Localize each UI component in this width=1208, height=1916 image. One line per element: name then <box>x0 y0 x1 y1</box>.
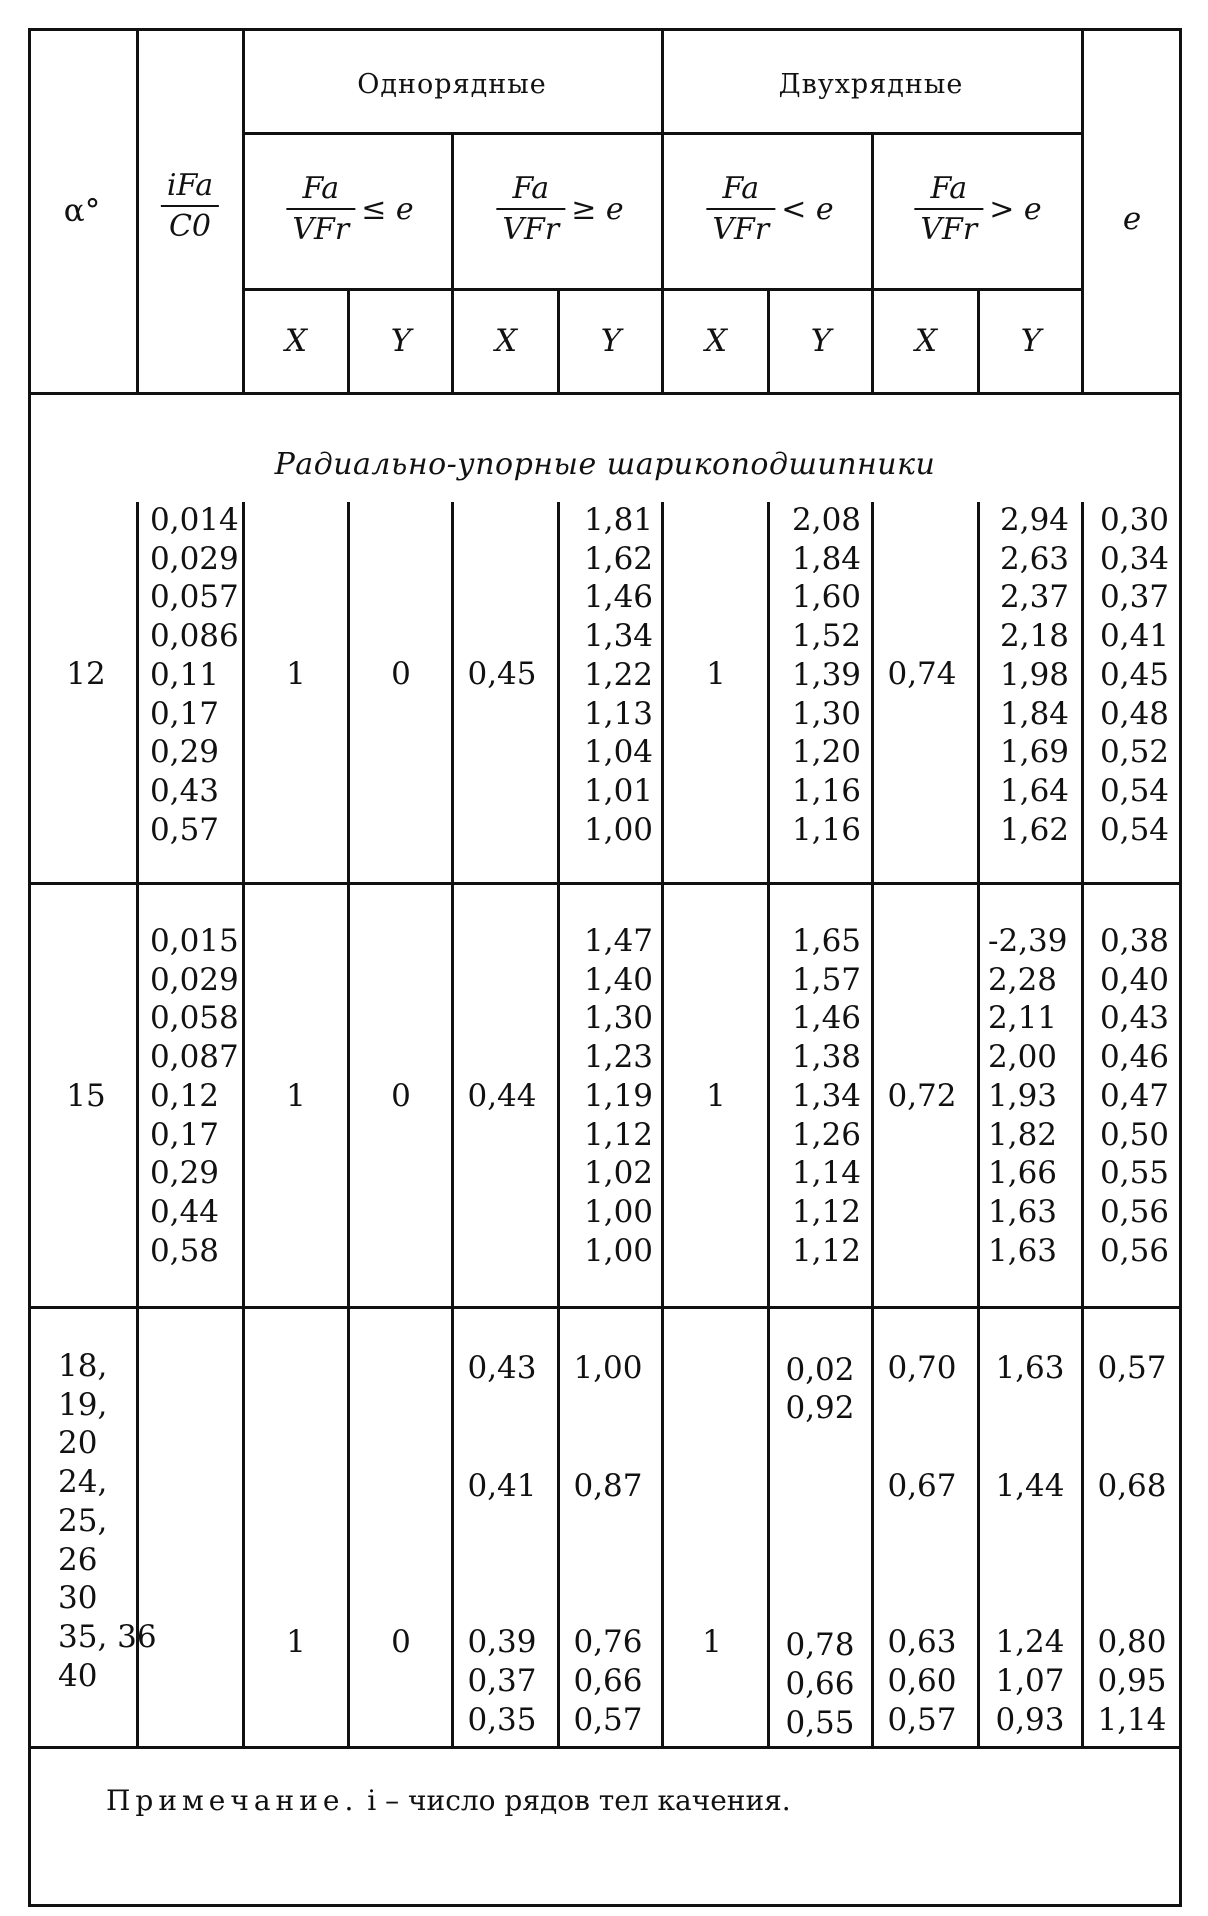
g15-x3: 1 <box>706 1078 726 1114</box>
g12-x2: 0,45 <box>467 656 537 692</box>
cell-value: 1,69 <box>1000 734 1070 771</box>
cell-value: 1,23 <box>584 1039 654 1076</box>
rule-v-sub2 <box>871 132 874 392</box>
cell-value: 18, <box>58 1348 108 1384</box>
g15-alpha: 15 <box>66 1078 106 1114</box>
cell-value: 1,62 <box>1000 811 1070 848</box>
cell-value: 0,56 <box>1100 1232 1170 1269</box>
rule-v-alpha <box>136 28 139 392</box>
grest-r2-x4: 0,67 <box>887 1468 957 1504</box>
header-x-3: X <box>704 323 728 359</box>
cell-value: 1,93 <box>988 1077 1058 1114</box>
cell-value: 1,47 <box>584 923 654 959</box>
grest-r5-y3: 0,55 <box>785 1705 855 1741</box>
cond3-den: VFr <box>712 212 770 247</box>
cell-value: 24, <box>58 1464 108 1501</box>
rule-v-xy2 <box>557 288 560 392</box>
grest-r2-y2: 0,87 <box>573 1468 643 1504</box>
cond2-bar <box>496 208 565 210</box>
g12-x1: 1 <box>286 656 306 692</box>
cell-value: 0,54 <box>1100 772 1170 809</box>
cell-value: 2,08 <box>792 502 862 538</box>
cell-value: 0,55 <box>1100 1155 1170 1192</box>
grest-r3-y3: 0,78 <box>785 1627 855 1663</box>
grest-r5-e: 1,14 <box>1097 1702 1167 1738</box>
cell-value: 0,41 <box>1100 618 1170 655</box>
cell-value: 0,029 <box>150 961 239 998</box>
cell-value: 2,37 <box>1000 579 1070 616</box>
cell-value: 0,47 <box>1100 1077 1170 1114</box>
g12-ifa-col <box>150 501 239 849</box>
rule-v-xy3 <box>767 288 770 392</box>
rule-body-v9 <box>977 502 980 1746</box>
rule-group-12-15 <box>28 882 1182 885</box>
grest-r3-e: 0,80 <box>1097 1624 1167 1660</box>
cond4-den: VFr <box>920 212 978 247</box>
cell-value: 19, <box>58 1386 108 1423</box>
cell-value: 0,48 <box>1100 695 1170 732</box>
g15-y2-col <box>584 922 653 1270</box>
rule-body-v10 <box>1081 502 1084 1746</box>
cell-value: 1,65 <box>792 923 862 959</box>
cell-value: 1,39 <box>792 656 862 693</box>
cell-value: 2,11 <box>988 1000 1058 1037</box>
rule-v-groups <box>661 28 664 392</box>
rule-header-bottom <box>28 392 1182 395</box>
grest-alpha-col <box>58 1347 157 1695</box>
grest-r1-y4: 1,63 <box>995 1350 1065 1386</box>
cell-value: 0,17 <box>150 695 220 732</box>
header-ifa-fraction <box>161 168 219 244</box>
cell-value: 0,12 <box>150 1077 220 1114</box>
rule-body-v5 <box>557 502 560 1746</box>
cell-value: 26 <box>58 1541 98 1578</box>
cell-value: 0,40 <box>1100 961 1170 998</box>
header-ifa-den: C0 <box>168 209 212 244</box>
grest-r4-y4: 1,07 <box>995 1663 1065 1699</box>
header-cond-3 <box>706 171 833 247</box>
cell-value: 0,058 <box>150 1000 239 1037</box>
cell-value: 1,30 <box>584 1000 654 1037</box>
cell-value: 0,43 <box>150 772 220 809</box>
cond4-num: Fa <box>930 171 968 206</box>
cell-value: 0,029 <box>150 540 239 577</box>
rule-body-v7 <box>767 502 770 1746</box>
cell-value: 1,30 <box>792 695 862 732</box>
grest-r2-y4: 1,44 <box>995 1468 1065 1504</box>
cell-value: 0,54 <box>1100 811 1170 848</box>
g12-e-col <box>1100 501 1169 849</box>
header-single-row: Однорядные <box>357 69 547 100</box>
cell-value: 0,30 <box>1100 502 1170 538</box>
grest-r2-e: 0,68 <box>1097 1468 1167 1504</box>
cell-value: 1,12 <box>792 1232 862 1269</box>
grest-r1-x2: 0,43 <box>467 1350 537 1386</box>
cell-value: 1,38 <box>792 1039 862 1076</box>
cell-value: 0,45 <box>1100 656 1170 693</box>
cell-value: 0,43 <box>1100 1000 1170 1037</box>
cell-value: 35, 36 <box>58 1618 157 1655</box>
cell-value: 1,22 <box>584 656 654 693</box>
cell-value: 0,015 <box>150 923 239 959</box>
grest-r4-x2: 0,37 <box>467 1663 537 1699</box>
cell-value: 25, <box>58 1502 108 1539</box>
section-title: Радиально-упорные шарикоподшипники <box>274 447 936 482</box>
header-cond-1 <box>286 171 413 247</box>
grest-r4-x4: 0,60 <box>887 1663 957 1699</box>
note-label: Примечание. <box>106 1784 359 1817</box>
cell-value: 1,00 <box>584 811 654 848</box>
cell-value: 0,014 <box>150 502 239 538</box>
cell-value: 0,29 <box>150 734 220 771</box>
cell-value: 1,34 <box>584 618 654 655</box>
grest-r5-x4: 0,57 <box>887 1702 957 1738</box>
cond2-num: Fa <box>512 171 550 206</box>
header-x-1: X <box>284 323 308 359</box>
cell-value: 1,26 <box>792 1116 862 1153</box>
cell-value: -2,39 <box>988 923 1068 959</box>
grest-r3-x4: 0,63 <box>887 1624 957 1660</box>
cell-value: 2,18 <box>1000 618 1070 655</box>
rule-note-top <box>28 1746 1182 1749</box>
cell-value: 0,087 <box>150 1039 239 1076</box>
cell-value: 1,20 <box>792 734 862 771</box>
cell-value: 1,12 <box>584 1116 654 1153</box>
note <box>106 1782 791 1820</box>
cell-value: 0,29 <box>150 1155 220 1192</box>
cell-value: 1,81 <box>584 502 654 538</box>
cond1-bar <box>286 208 355 210</box>
rule-body-v3 <box>347 502 350 1746</box>
grest-r5-y4: 0,93 <box>995 1702 1065 1738</box>
g12-y4-col <box>1000 501 1069 849</box>
cell-value: 0,44 <box>150 1193 220 1230</box>
rule-v-ifa <box>242 28 245 392</box>
cell-value: 1,98 <box>1000 656 1070 693</box>
header-y-4: Y <box>1020 323 1042 359</box>
cell-value: 1,64 <box>1000 772 1070 809</box>
cell-value: 1,40 <box>584 961 654 998</box>
grest-y1: 0 <box>391 1624 411 1660</box>
rule-v-sub1 <box>451 132 454 392</box>
g15-y4-col <box>988 922 1068 1270</box>
cell-value: 0,50 <box>1100 1116 1170 1153</box>
cell-value: 2,63 <box>1000 540 1070 577</box>
cell-value: 1,00 <box>584 1232 654 1269</box>
grest-r4-y3: 0,66 <box>785 1666 855 1702</box>
cond4-bar <box>914 208 983 210</box>
grest-r3-y4: 1,24 <box>995 1624 1065 1660</box>
cell-value: 1,66 <box>988 1155 1058 1192</box>
cell-value: 0,17 <box>150 1116 220 1153</box>
grest-r3-x3: 1 <box>702 1624 722 1660</box>
cond1-rel: ≤ e <box>361 191 414 227</box>
grest-r1-y3b: 0,92 <box>785 1390 855 1426</box>
g15-e-col <box>1100 922 1169 1270</box>
g15-y3-col <box>792 922 861 1270</box>
header-ifa-num: iFa <box>166 168 214 203</box>
cell-value: 1,34 <box>792 1077 862 1114</box>
cond1-num: Fa <box>302 171 340 206</box>
rule-v-xy4 <box>977 288 980 392</box>
cell-value: 1,02 <box>584 1155 654 1192</box>
g12-x4: 0,74 <box>887 656 957 692</box>
cond2-den: VFr <box>502 212 560 247</box>
header-y-2: Y <box>600 323 622 359</box>
header-x-4: X <box>914 323 938 359</box>
grest-r1-x4: 0,70 <box>887 1350 957 1386</box>
g15-x2: 0,44 <box>467 1078 537 1114</box>
g12-alpha: 12 <box>66 656 106 692</box>
header-y-3: Y <box>810 323 832 359</box>
cell-value: 1,04 <box>584 734 654 771</box>
g15-ifa-col <box>150 922 239 1270</box>
rule-v-e <box>1081 28 1084 392</box>
g12-y1: 0 <box>391 656 411 692</box>
cell-value: 40 <box>58 1657 98 1694</box>
cell-value: 1,46 <box>584 579 654 616</box>
cell-value: 0,086 <box>150 618 239 655</box>
cell-value: 0,37 <box>1100 579 1170 616</box>
cell-value: 1,60 <box>792 579 862 616</box>
rule-v-xy1 <box>347 288 350 392</box>
cell-value: 1,84 <box>792 540 862 577</box>
cell-value: 0,56 <box>1100 1193 1170 1230</box>
cond4-rel: > e <box>989 191 1042 227</box>
header-y-1: Y <box>390 323 412 359</box>
cell-value: 0,057 <box>150 579 239 616</box>
cond3-bar <box>706 208 775 210</box>
grest-r1-y3a: 0,02 <box>785 1352 855 1388</box>
cell-value: 0,11 <box>150 656 220 693</box>
rule-group-15-rest <box>28 1306 1182 1309</box>
header-ifa-bar <box>161 205 219 207</box>
cell-value: 30 <box>58 1580 98 1617</box>
cell-value: 1,00 <box>584 1193 654 1230</box>
grest-r1-y2: 1,00 <box>573 1350 643 1386</box>
cell-value: 0,52 <box>1100 734 1170 771</box>
cell-value: 1,63 <box>988 1232 1058 1269</box>
cell-value: 1,13 <box>584 695 654 732</box>
note-text: i – число рядов тел качения. <box>367 1784 791 1817</box>
grest-r4-y2: 0,66 <box>573 1663 643 1699</box>
g12-y2-col <box>584 501 653 849</box>
rule-body-v4 <box>451 502 454 1746</box>
cell-value: 0,38 <box>1100 923 1170 959</box>
cond3-num: Fa <box>722 171 760 206</box>
cell-value: 0,58 <box>150 1232 220 1269</box>
rule-left <box>28 28 31 1907</box>
cell-value: 1,19 <box>584 1077 654 1114</box>
cell-value: 20 <box>58 1425 98 1462</box>
g15-x1: 1 <box>286 1078 306 1114</box>
cell-value: 2,00 <box>988 1039 1058 1076</box>
header-cond-4 <box>914 171 1041 247</box>
rule-top <box>28 28 1182 31</box>
cond2-rel: ≥ e <box>571 191 624 227</box>
cell-value: 1,46 <box>792 1000 862 1037</box>
cell-value: 1,82 <box>988 1116 1058 1153</box>
grest-r3-x2: 0,39 <box>467 1624 537 1660</box>
grest-r5-y2: 0,57 <box>573 1702 643 1738</box>
cell-value: 0,46 <box>1100 1039 1170 1076</box>
cell-value: 2,28 <box>988 961 1058 998</box>
grest-r2-x2: 0,41 <box>467 1468 537 1504</box>
rule-body-v6 <box>661 502 664 1746</box>
cell-value: 1,01 <box>584 772 654 809</box>
header-x-2: X <box>494 323 518 359</box>
cell-value: 1,62 <box>584 540 654 577</box>
g12-y3-col <box>792 501 861 849</box>
cell-value: 1,16 <box>792 811 862 848</box>
cell-value: 0,57 <box>150 811 220 848</box>
cell-value: 0,34 <box>1100 540 1170 577</box>
cell-value: 1,16 <box>792 772 862 809</box>
grest-r4-e: 0,95 <box>1097 1663 1167 1699</box>
grest-r3-y2: 0,76 <box>573 1624 643 1660</box>
cell-value: 2,94 <box>1000 502 1070 538</box>
header-cond-2 <box>496 171 623 247</box>
cell-value: 1,63 <box>988 1193 1058 1230</box>
grest-r5-x2: 0,35 <box>467 1702 537 1738</box>
header-e: e <box>1122 201 1142 237</box>
cell-value: 1,57 <box>792 961 862 998</box>
cell-value: 1,12 <box>792 1193 862 1230</box>
grest-x1: 1 <box>286 1624 306 1660</box>
header-alpha: α° <box>63 193 101 229</box>
g15-y1: 0 <box>391 1078 411 1114</box>
grest-r1-e: 0,57 <box>1097 1350 1167 1386</box>
g15-x4: 0,72 <box>887 1078 957 1114</box>
cell-value: 1,52 <box>792 618 862 655</box>
rule-body-v8 <box>871 502 874 1746</box>
rule-body-v2 <box>242 502 245 1746</box>
header-double-row: Двухрядные <box>778 69 964 100</box>
cond3-rel: < e <box>781 191 834 227</box>
cell-value: 1,84 <box>1000 695 1070 732</box>
cond1-den: VFr <box>292 212 350 247</box>
cell-value: 1,14 <box>792 1155 862 1192</box>
rule-bottom <box>28 1904 1182 1907</box>
rule-right <box>1179 28 1182 1907</box>
g12-x3: 1 <box>706 656 726 692</box>
